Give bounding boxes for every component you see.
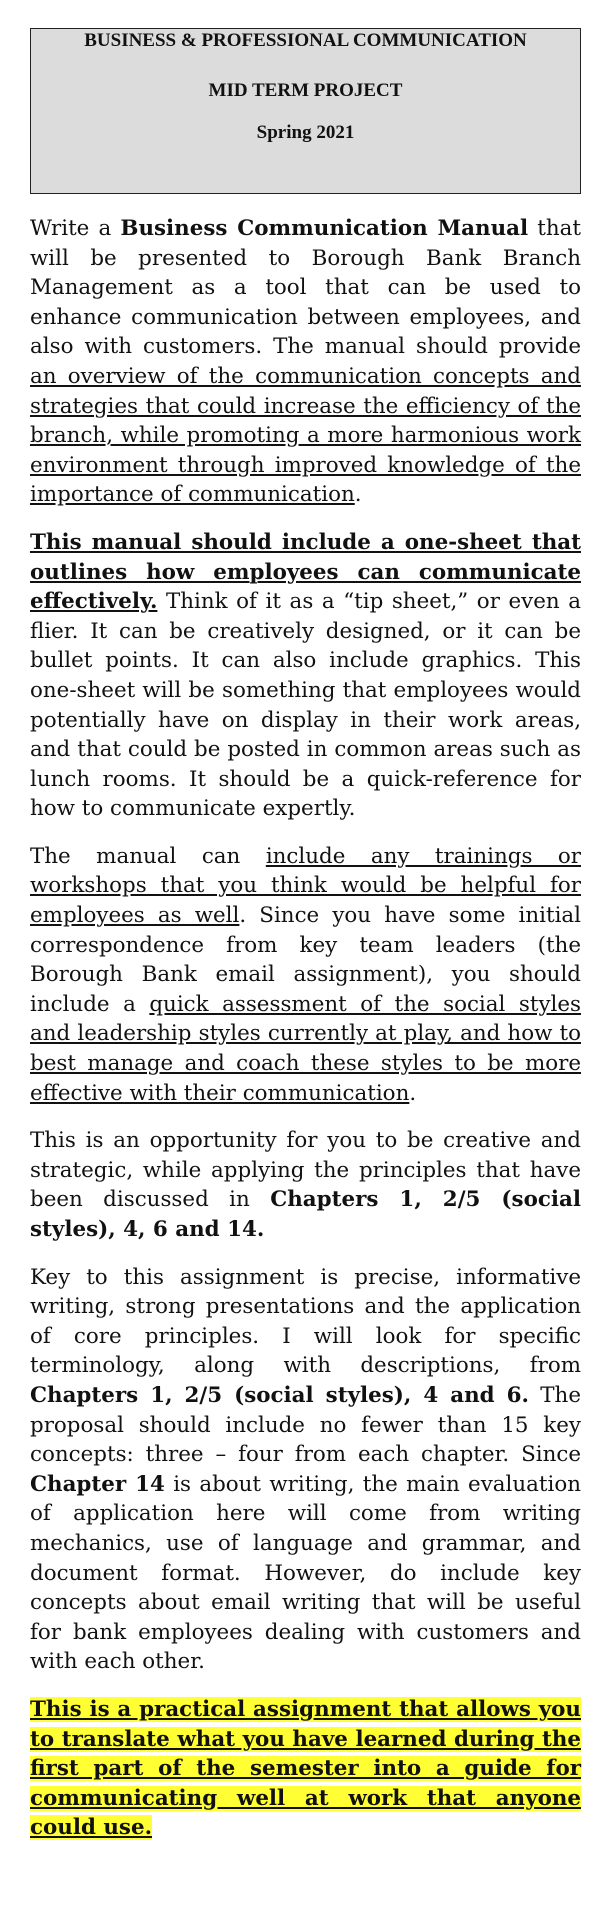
practical-paragraph (30, 1695, 581, 1843)
term-label: Spring 2021 (256, 122, 355, 143)
project-title: MID TERM PROJECT (208, 80, 403, 101)
course-title: BUSINESS & PROFESSIONAL COMMUNICATION (84, 30, 527, 51)
p1-end: . (354, 482, 362, 508)
p2-text: Think of it as a “tip sheet,” or even a flier. It can be creatively designed, or it can be bullet points. It can also include graphics. This one-sheet will be something that employees would potentially have on display in their work areas, and that could be posted in common areas such as lunch rooms. It should be a quick-reference for how to communicate expertly. (30, 589, 581, 822)
p4-chapters: Chapters 1, 2/5 (social styles), 4, 6 and 14. (30, 1187, 581, 1242)
header-box (30, 28, 581, 194)
p1-text-c: that will be presented to Borough Bank Branch Management as a tool that can be used to enhance communication between employees, and also with customers. The manual should provide (30, 216, 581, 360)
assessment-underline: quick assessment of the social styles and leadership styles currently at play, and how to best manage and coach these styles to be more effective with their communication (30, 991, 582, 1106)
p5-text-c: The proposal should include no fewer than 15 key concepts: three – four from each chapter. Since (30, 1382, 581, 1468)
p5-text-a: Key to this assignment is precise, informative writing, strong presentations and the application of core principles. I will look for specific terminology, along with descriptions, from (30, 1264, 581, 1379)
opportunity-paragraph (30, 1126, 581, 1244)
document-page (30, 0, 581, 1843)
p4-text-a: This is an opportunity for you to be creative and strategic, while applying the principles that have been discussed in (30, 1128, 581, 1213)
trainings-underline: include any trainings or workshops that you think would be helpful for employees as well (30, 843, 581, 929)
p3-end: . (409, 1080, 417, 1106)
p5-text-d: is about writing, the main evaluation of application here will come from writing mechanics, use of language and grammar, and document format. However, do include key concepts about email writing that will be useful for bank employees dealing with customers and with each other. (30, 1471, 581, 1675)
one-sheet-paragraph (30, 528, 581, 824)
overview-underline: an overview of the communication concepts and strategies that could increase the efficiency of the branch, while promoting a more harmonious work environment through improved knowledge of the importance of communication (30, 363, 581, 508)
intro-paragraph (30, 214, 581, 510)
one-sheet-requirement: This manual should include a one-sheet that outlines how employees can communicate effectively. (30, 529, 581, 615)
p3-text-b: . Since you have some initial correspondence from key team leaders (the Borough Bank email assignment), you should include a (30, 903, 582, 1017)
p5-chapters: Chapters 1, 2/5 (social styles), 4 and 6. (30, 1382, 529, 1408)
p1-text-a: Write a (30, 216, 121, 241)
highlighted-statement: This is a practical assignment that allows you to translate what you have learned during the first part of the semester into a guide for communicating well at work that anyone could use. (30, 1696, 581, 1841)
p5-chapter-14: Chapter 14 (30, 1471, 165, 1497)
trainings-paragraph (30, 842, 581, 1108)
p3-text-a: The manual can (30, 843, 266, 869)
key-paragraph (30, 1263, 581, 1677)
manual-name: Business Communication Manual (120, 216, 529, 241)
